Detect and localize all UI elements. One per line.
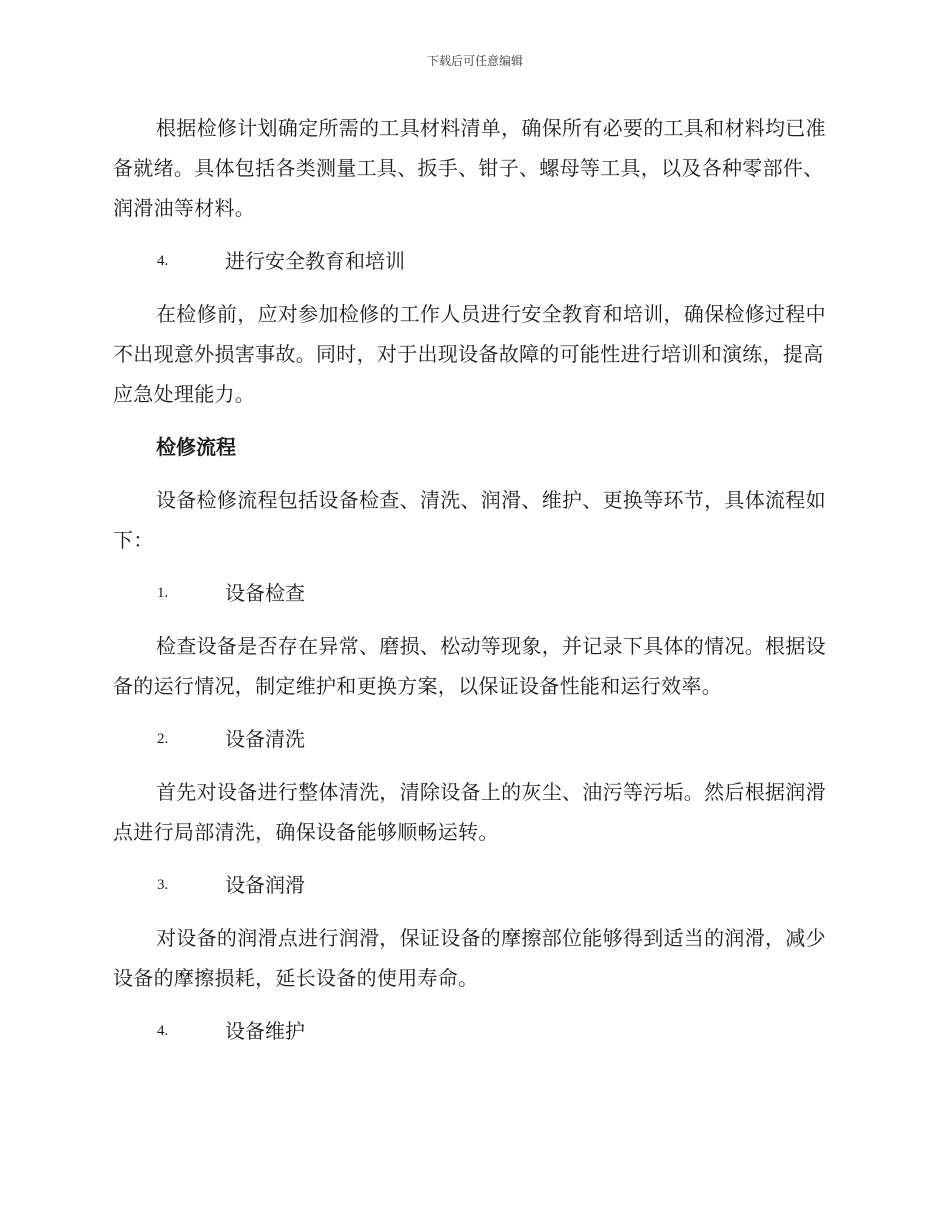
list-item-label: 设备清洗	[225, 727, 305, 751]
section-heading: 检修流程	[156, 435, 236, 459]
paragraph-lubrication: 对设备的润滑点进行润滑，保证设备的摩擦部位能够得到适当的润滑，减少设备的摩擦损耗，延长设备的使用寿命。	[113, 926, 826, 990]
list-item-lubrication	[113, 865, 833, 905]
list-item-number: 2.	[157, 731, 169, 747]
list-item-number: 1.	[157, 585, 169, 601]
paragraph-inspection: 检查设备是否存在异常、磨损、松动等现象，并记录下具体的情况。根据设备的运行情况，制定维护和更换方案，以保证设备性能和运行效率。	[113, 634, 826, 698]
list-item-label: 设备检查	[225, 581, 305, 605]
list-item-cleaning	[113, 719, 833, 759]
paragraph-cleaning: 首先对设备进行整体清洗，清除设备上的灰尘、油污等污垢。然后根据润滑点进行局部清洗，确保设备能够顺畅运转。	[113, 780, 826, 844]
document-body	[113, 108, 833, 1064]
list-item-label: 设备润滑	[225, 873, 305, 897]
list-item-number: 4.	[157, 1023, 169, 1039]
paragraph-materials: 根据检修计划确定所需的工具材料清单，确保所有必要的工具和材料均已准备就绪。具体包括各类测量工具、扳手、钳子、螺母等工具，以及各种零部件、润滑油等材料。	[113, 116, 826, 220]
paragraph-safety-training: 在检修前，应对参加检修的工作人员进行安全教育和培训，确保检修过程中不出现意外损害事故。同时，对于出现设备故障的可能性进行培训和演练，提高应急处理能力。	[113, 302, 826, 406]
list-item-label: 设备维护	[225, 1019, 305, 1043]
list-item-number: 4.	[157, 253, 169, 269]
paragraph-process-intro: 设备检修流程包括设备检查、清洗、润滑、维护、更换等环节，具体流程如下：	[113, 488, 826, 552]
list-item-label: 进行安全教育和培训	[225, 249, 405, 273]
list-item-safety-training	[113, 241, 833, 281]
page-header: 下载后可任意编辑	[426, 54, 523, 68]
list-item-inspection	[113, 573, 833, 613]
list-item-maintenance	[113, 1011, 833, 1051]
list-item-number: 3.	[157, 877, 169, 893]
